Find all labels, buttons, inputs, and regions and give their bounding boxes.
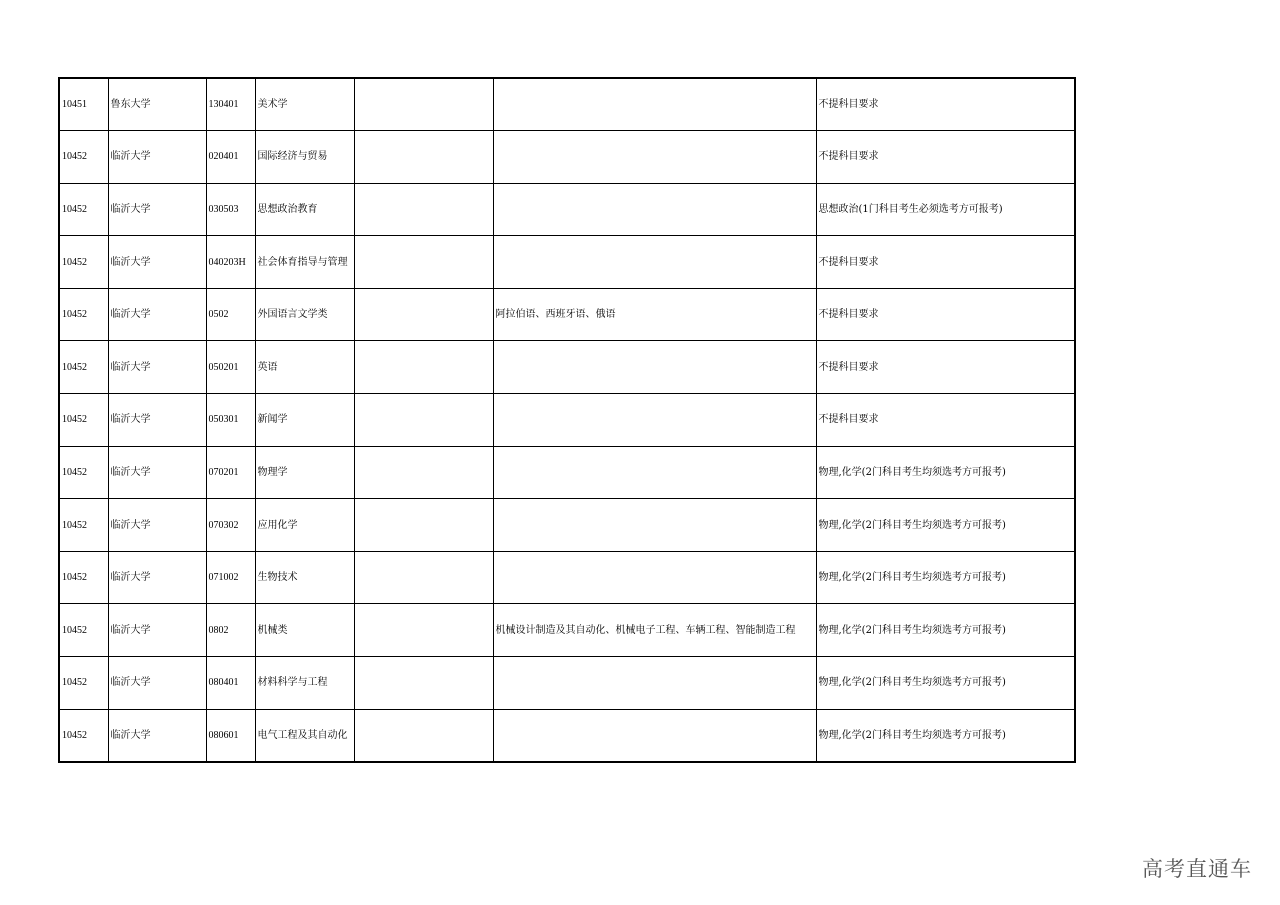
school-name-cell: 临沂大学 xyxy=(108,604,206,657)
table-row xyxy=(59,78,1075,131)
school-code-cell: 10452 xyxy=(59,446,108,499)
included-majors-cell xyxy=(493,551,816,604)
category-cell xyxy=(354,288,493,341)
major-code-cell: 020401 xyxy=(206,131,255,184)
major-code-cell: 040203H xyxy=(206,236,255,289)
school-code-cell: 10452 xyxy=(59,394,108,447)
school-name-cell: 临沂大学 xyxy=(108,131,206,184)
school-name-cell: 临沂大学 xyxy=(108,657,206,710)
table-row xyxy=(59,657,1075,710)
subject-requirement-cell: 不提科目要求 xyxy=(816,288,1075,341)
school-code-cell: 10452 xyxy=(59,709,108,762)
included-majors-cell xyxy=(493,78,816,131)
school-name-cell: 临沂大学 xyxy=(108,236,206,289)
subject-requirement-cell: 不提科目要求 xyxy=(816,78,1075,131)
category-cell xyxy=(354,236,493,289)
school-code-cell: 10452 xyxy=(59,499,108,552)
subject-requirement-cell: 物理,化学(2门科目考生均须选考方可报考) xyxy=(816,604,1075,657)
subject-requirement-cell: 物理,化学(2门科目考生均须选考方可报考) xyxy=(816,709,1075,762)
category-cell xyxy=(354,551,493,604)
major-name-cell: 应用化学 xyxy=(255,499,354,552)
major-code-cell: 070302 xyxy=(206,499,255,552)
school-code-cell: 10452 xyxy=(59,131,108,184)
included-majors-cell xyxy=(493,236,816,289)
major-name-cell: 物理学 xyxy=(255,446,354,499)
major-name-cell: 国际经济与贸易 xyxy=(255,131,354,184)
table-body xyxy=(59,78,1075,762)
table-row xyxy=(59,236,1075,289)
major-name-cell: 思想政治教育 xyxy=(255,183,354,236)
school-name-cell: 临沂大学 xyxy=(108,288,206,341)
school-name-cell: 临沂大学 xyxy=(108,341,206,394)
school-code-cell: 10452 xyxy=(59,657,108,710)
school-name-cell: 临沂大学 xyxy=(108,551,206,604)
school-name-cell: 临沂大学 xyxy=(108,183,206,236)
major-name-cell: 生物技术 xyxy=(255,551,354,604)
watermark-text: 高考直通车 xyxy=(1142,857,1252,881)
subject-requirement-cell: 思想政治(1门科目考生必须选考方可报考) xyxy=(816,183,1075,236)
included-majors-cell xyxy=(493,446,816,499)
major-code-cell: 050301 xyxy=(206,394,255,447)
major-code-cell: 0802 xyxy=(206,604,255,657)
included-majors-cell xyxy=(493,341,816,394)
subject-requirement-cell: 不提科目要求 xyxy=(816,131,1075,184)
included-majors-cell: 机械设计制造及其自动化、机械电子工程、车辆工程、智能制造工程 xyxy=(493,604,816,657)
included-majors-cell xyxy=(493,709,816,762)
included-majors-cell xyxy=(493,499,816,552)
table-row xyxy=(59,341,1075,394)
category-cell xyxy=(354,341,493,394)
major-code-cell: 0502 xyxy=(206,288,255,341)
category-cell xyxy=(354,709,493,762)
category-cell xyxy=(354,78,493,131)
subject-requirement-cell: 物理,化学(2门科目考生均须选考方可报考) xyxy=(816,446,1075,499)
category-cell xyxy=(354,499,493,552)
category-cell xyxy=(354,657,493,710)
subject-requirement-cell: 不提科目要求 xyxy=(816,341,1075,394)
table-row xyxy=(59,288,1075,341)
major-name-cell: 英语 xyxy=(255,341,354,394)
category-cell xyxy=(354,131,493,184)
school-code-cell: 10451 xyxy=(59,78,108,131)
school-code-cell: 10452 xyxy=(59,341,108,394)
major-code-cell: 070201 xyxy=(206,446,255,499)
table-row xyxy=(59,709,1075,762)
table-row xyxy=(59,499,1075,552)
school-name-cell: 临沂大学 xyxy=(108,394,206,447)
major-name-cell: 电气工程及其自动化 xyxy=(255,709,354,762)
subject-requirements-table xyxy=(58,77,1076,763)
table-row xyxy=(59,604,1075,657)
school-code-cell: 10452 xyxy=(59,288,108,341)
table-row xyxy=(59,446,1075,499)
major-code-cell: 030503 xyxy=(206,183,255,236)
subject-requirement-cell: 物理,化学(2门科目考生均须选考方可报考) xyxy=(816,551,1075,604)
major-name-cell: 机械类 xyxy=(255,604,354,657)
school-name-cell: 临沂大学 xyxy=(108,709,206,762)
table-row xyxy=(59,183,1075,236)
major-code-cell: 080401 xyxy=(206,657,255,710)
category-cell xyxy=(354,446,493,499)
subject-requirement-cell: 物理,化学(2门科目考生均须选考方可报考) xyxy=(816,657,1075,710)
major-name-cell: 材料科学与工程 xyxy=(255,657,354,710)
category-cell xyxy=(354,394,493,447)
school-name-cell: 临沂大学 xyxy=(108,499,206,552)
category-cell xyxy=(354,183,493,236)
school-name-cell: 鲁东大学 xyxy=(108,78,206,131)
category-cell xyxy=(354,604,493,657)
major-code-cell: 050201 xyxy=(206,341,255,394)
included-majors-cell xyxy=(493,394,816,447)
school-code-cell: 10452 xyxy=(59,183,108,236)
table-row xyxy=(59,394,1075,447)
included-majors-cell xyxy=(493,131,816,184)
major-name-cell: 新闻学 xyxy=(255,394,354,447)
included-majors-cell xyxy=(493,183,816,236)
table-row xyxy=(59,551,1075,604)
major-name-cell: 美术学 xyxy=(255,78,354,131)
school-code-cell: 10452 xyxy=(59,604,108,657)
included-majors-cell: 阿拉伯语、西班牙语、俄语 xyxy=(493,288,816,341)
included-majors-cell xyxy=(493,657,816,710)
major-name-cell: 社会体育指导与管理 xyxy=(255,236,354,289)
major-code-cell: 080601 xyxy=(206,709,255,762)
school-code-cell: 10452 xyxy=(59,236,108,289)
major-code-cell: 071002 xyxy=(206,551,255,604)
subject-requirement-cell: 不提科目要求 xyxy=(816,394,1075,447)
table-row xyxy=(59,131,1075,184)
school-code-cell: 10452 xyxy=(59,551,108,604)
major-code-cell: 130401 xyxy=(206,78,255,131)
school-name-cell: 临沂大学 xyxy=(108,446,206,499)
subject-requirement-cell: 不提科目要求 xyxy=(816,236,1075,289)
major-name-cell: 外国语言文学类 xyxy=(255,288,354,341)
subject-requirement-cell: 物理,化学(2门科目考生均须选考方可报考) xyxy=(816,499,1075,552)
